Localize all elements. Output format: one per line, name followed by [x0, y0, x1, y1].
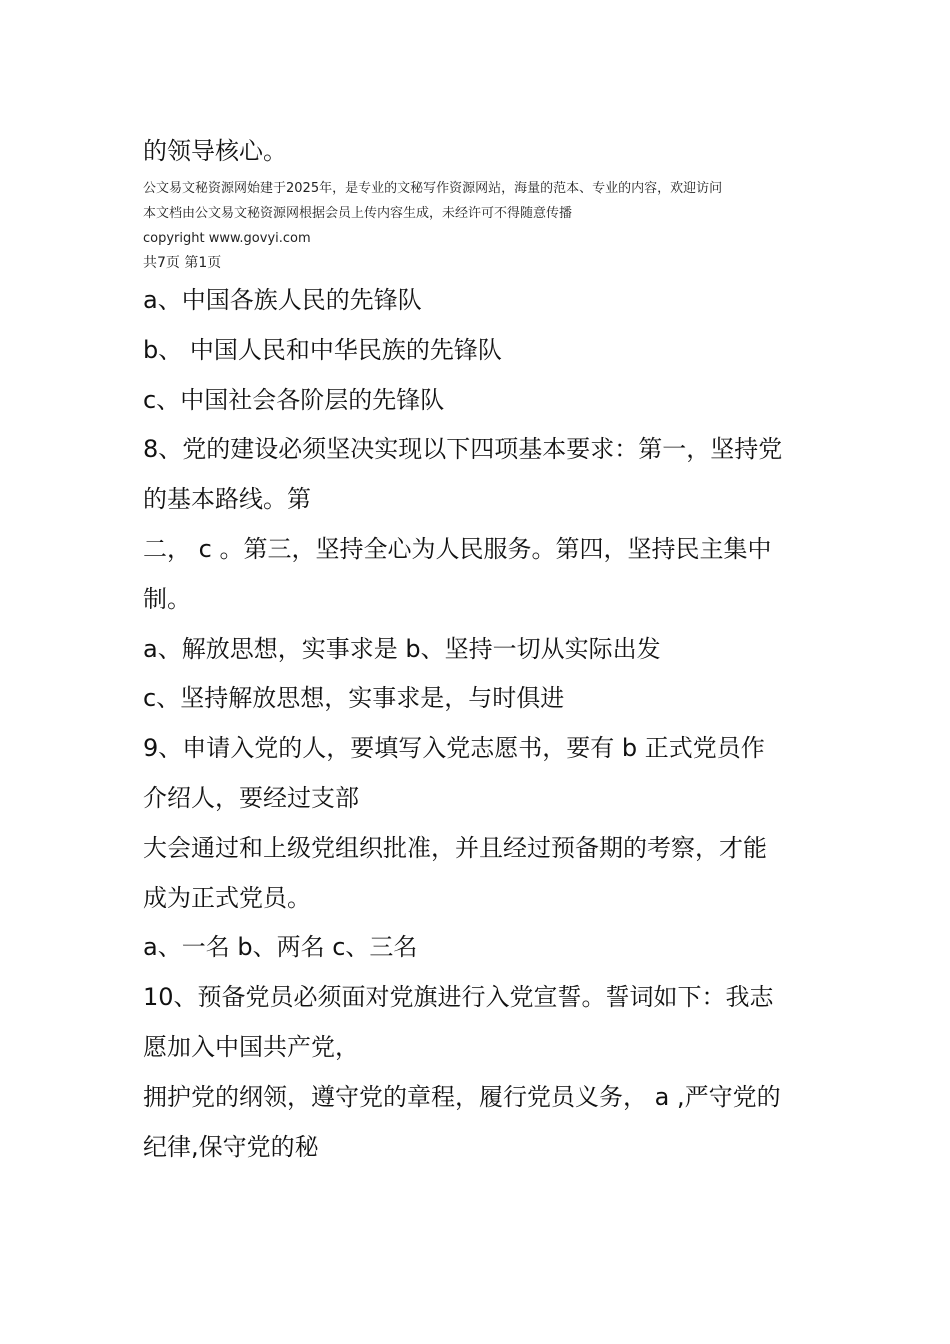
- text-line: 成为正式党员。: [143, 883, 311, 912]
- text-line: a、中国各族人民的先锋队: [143, 286, 422, 314]
- page-indicator: 共7页 第1页: [143, 255, 222, 271]
- text-line: 介绍人，要经过支部: [143, 783, 359, 812]
- text-line: 10、预备党员必须面对党旗进行入党宣誓。誓词如下：我志: [143, 983, 774, 1012]
- document-content: [143, 126, 823, 1172]
- text-line: 愿加入中国共产党，: [143, 1032, 359, 1061]
- copyright-text: copyright www.govyi.com: [143, 231, 311, 246]
- text-line: 的基本路线。第: [143, 485, 311, 514]
- text-line: 大会通过和上级党组织批准，并且经过预备期的考察，才能: [143, 833, 767, 862]
- text-line: a、一名 b、两名 c、三名: [143, 933, 418, 962]
- text-line: a、解放思想，实事求是 b、坚持一切从实际出发: [143, 634, 661, 663]
- text-line: 的领导核心。: [143, 137, 287, 165]
- site-intro-text: 公文易文秘资源网始建于2025年，是专业的文秘写作资源网站，海量的范本、专业的内容，欢迎访问: [143, 181, 723, 196]
- text-line: b、 中国人民和中华民族的先锋队: [143, 335, 502, 364]
- text-line: 制。: [143, 584, 191, 613]
- copyright-notice: 本文档由公文易文秘资源网根据会员上传内容生成，未经许可不得随意传播: [143, 206, 573, 221]
- text-line: 二， c 。第三，坚持全心为人民服务。第四，坚持民主集中: [143, 534, 772, 563]
- body-text: [143, 276, 823, 1172]
- text-line: 9、申请入党的人，要填写入党志愿书，要有 b 正式党员作: [143, 734, 765, 763]
- text-line: c、坚持解放思想，实事求是，与时俱进: [143, 684, 565, 713]
- text-line: c、中国社会各阶层的先锋队: [143, 385, 445, 414]
- text-line: 8、党的建设必须坚决实现以下四项基本要求：第一，坚持党: [143, 435, 783, 464]
- text-line: 纪律,保守党的秘: [143, 1132, 319, 1161]
- text-line: 拥护党的纲领，遵守党的章程，履行党员义务， a ,严守党的: [143, 1082, 781, 1111]
